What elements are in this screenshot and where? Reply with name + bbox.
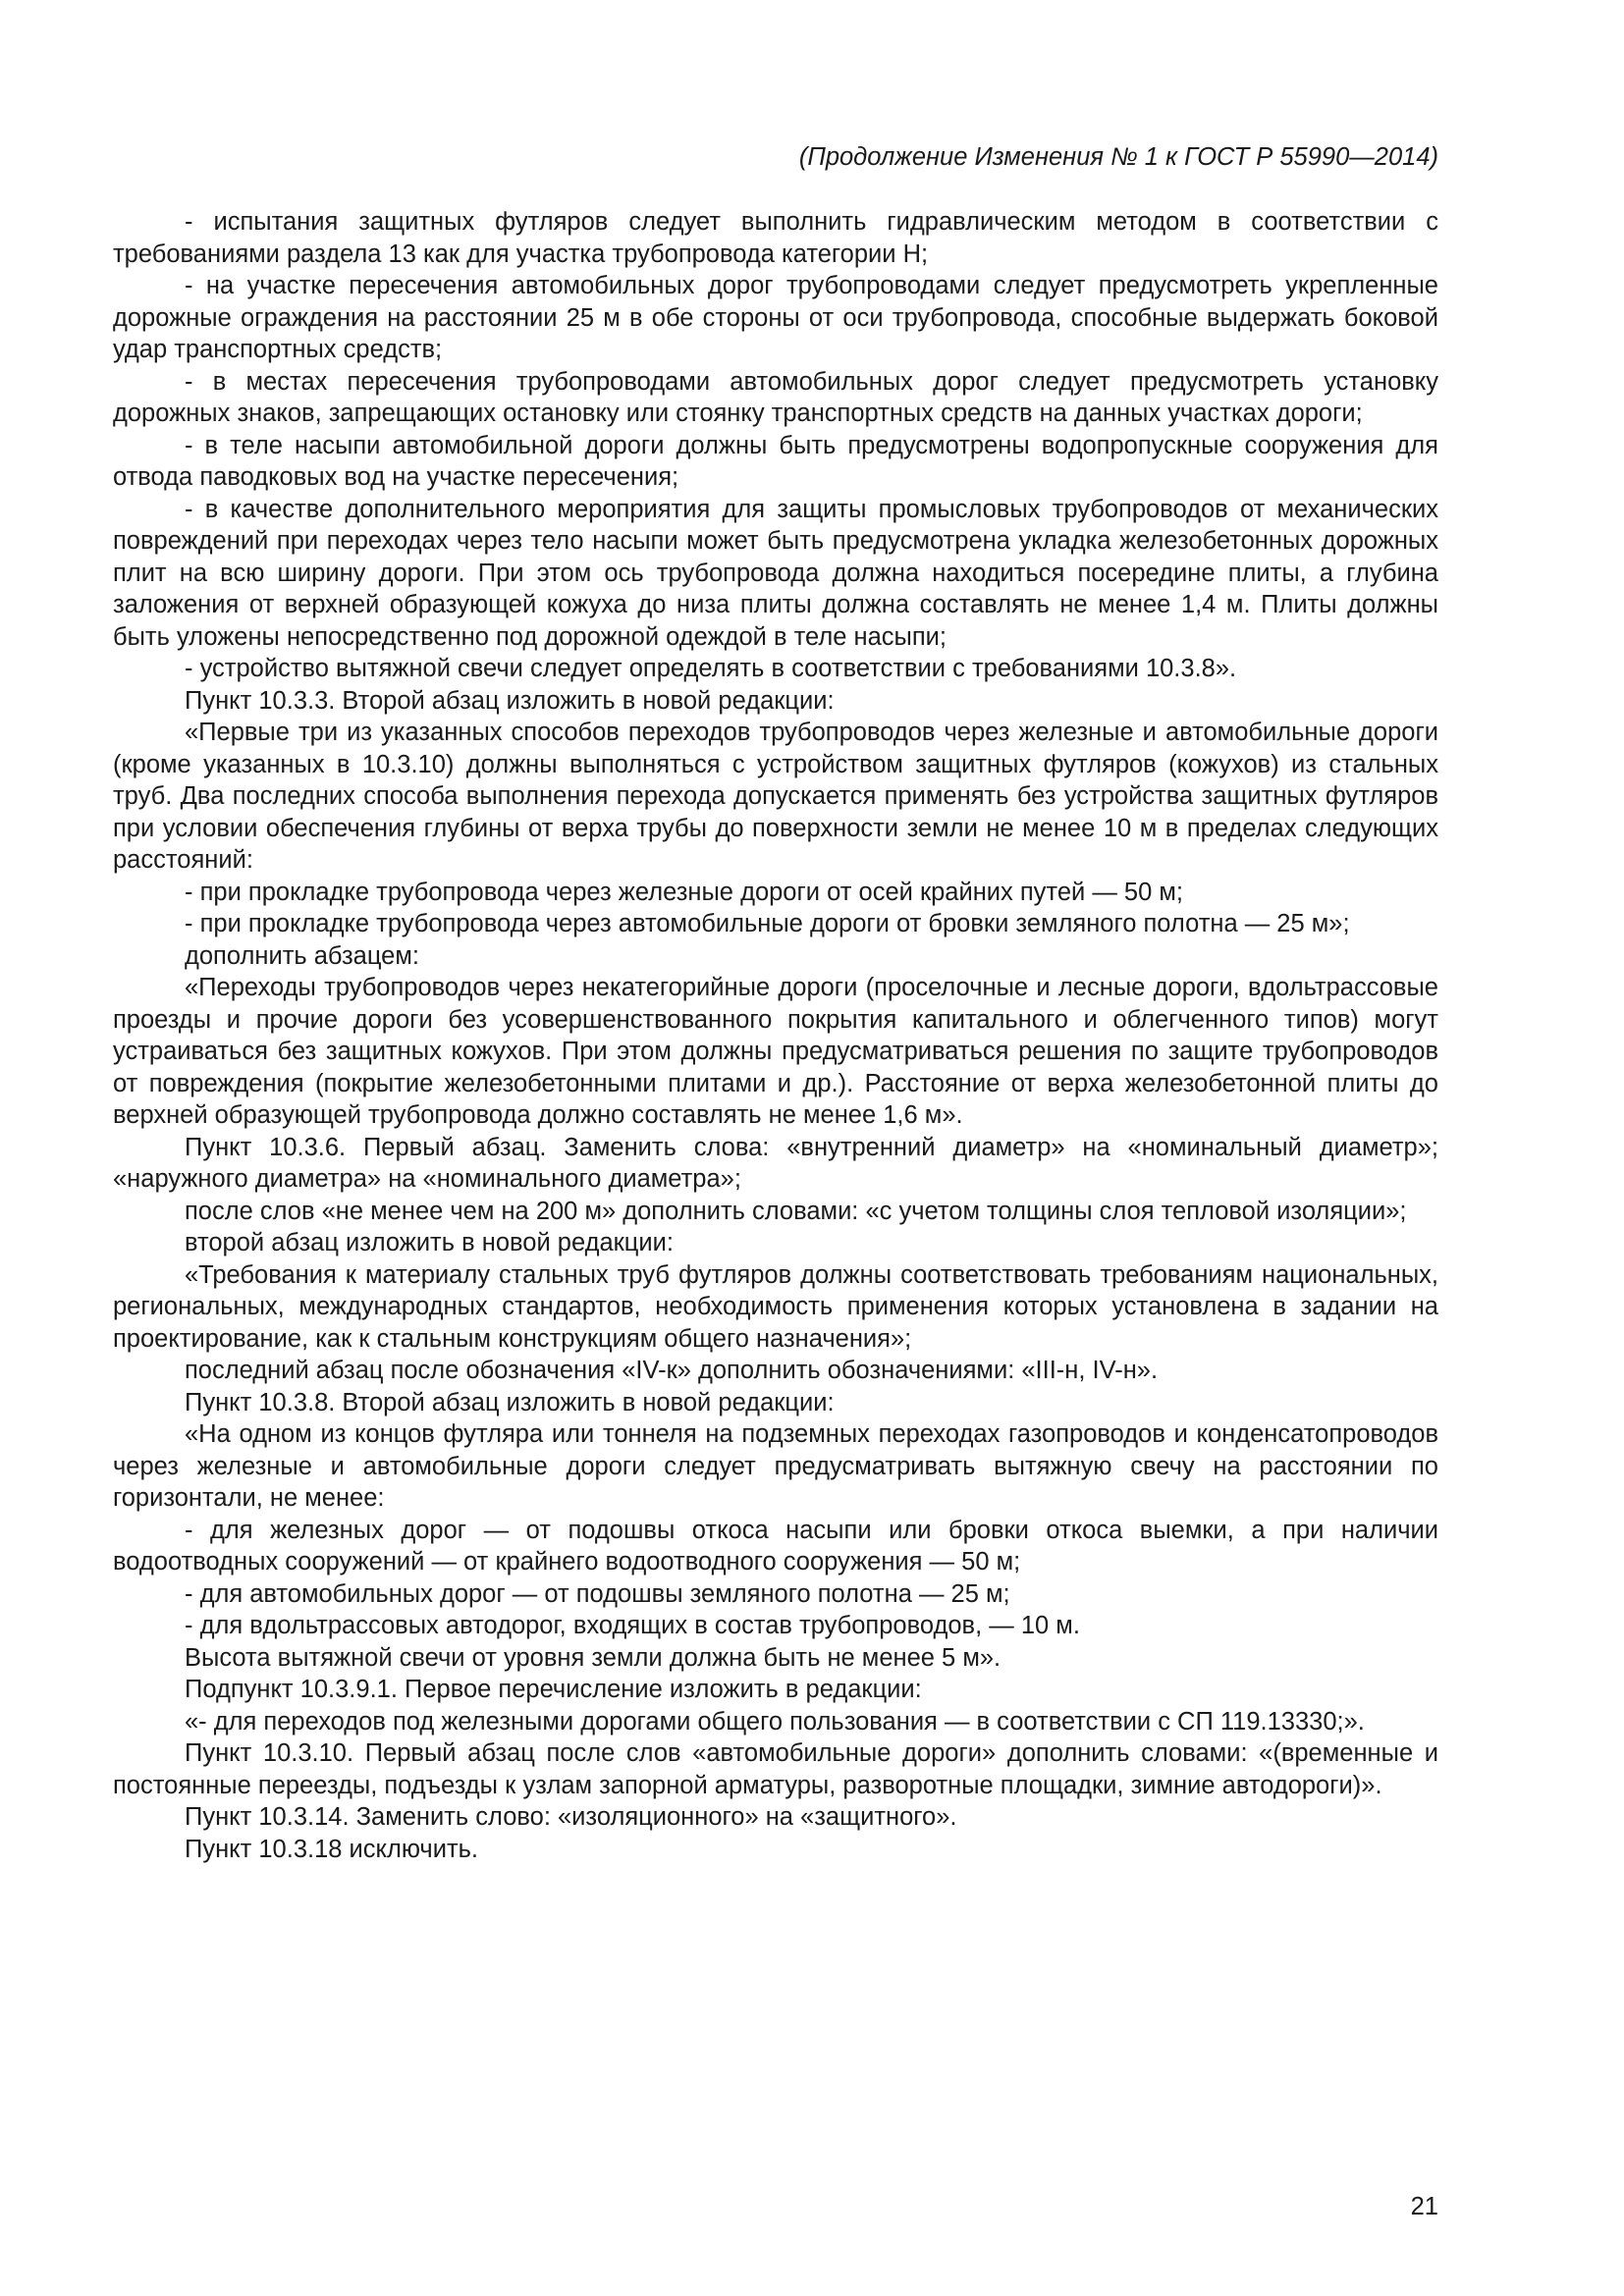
paragraph: - для автомобильных дорог — от подошвы земляного полотна — 25 м; xyxy=(185,1579,1010,1608)
paragraph: Пункт 10.3.6. Первый абзац. Заменить слова: «внутренний диаметр» на «номинальный диаметр»; «наружного диаметра» на «номинального диаметра»; xyxy=(113,1133,1438,1193)
paragraph: - в местах пересечения трубопроводами автомобильных дорог следует предусмотреть установку дорожных знаков, запрещающих остановку или стоянку транспортных средств на данных участках дороги; xyxy=(113,367,1438,427)
paragraph: Пункт 10.3.14. Заменить слово: «изоляционного» на «защитного». xyxy=(185,1803,957,1831)
paragraph: Подпункт 10.3.9.1. Первое перечисление изложить в редакции: xyxy=(185,1676,922,1703)
paragraph: - на участке пересечения автомобильных дорог трубопроводами следует предусмотреть укрепленные дорожные ограждения на расстоянии 25 м в обе стороны от оси трубопровода, способные выдержать боковой удар транспортных средств; xyxy=(113,272,1438,363)
paragraph: - для вдольтрассовых автодорог, входящих в состав трубопроводов, — 10 м. xyxy=(185,1612,1080,1639)
paragraph: «Требования к материалу стальных труб футляров должны соответствовать требованиям национальных, региональных, международных стандартов, необходимость применения которых установлена в задании на проектирование, как к стальным конструкциям общего назначения»; xyxy=(113,1260,1438,1353)
paragraph: последний абзац после обозначения «IV-к» дополнить обозначениями: «III-н, IV-н». xyxy=(185,1357,1159,1384)
paragraph: - при прокладке трубопровода через автомобильные дороги от бровки земляного полотна — 25 м»; xyxy=(185,910,1350,937)
paragraph: - при прокладке трубопровода через железные дороги от осей крайних путей — 50 м; xyxy=(185,878,1183,906)
paragraph: дополнить абзацем: xyxy=(185,941,419,970)
paragraph: «На одном из концов футляра или тоннеля на подземных переходах газопроводов и конденсатопроводов через железные и автомобильные дороги следует предусматривать вытяжную свечу на расстоянии по горизонтали, не менее: xyxy=(113,1420,1438,1512)
paragraph: Пункт 10.3.10. Первый абзац после слов «автомобильные дороги» дополнить словами: «(временные и постоянные переезды, подъезды к узлам запорной арматуры, разворотные площадки, зимние автодороги)». xyxy=(113,1739,1438,1799)
body-text xyxy=(113,206,1438,1865)
paragraph: «Первые три из указанных способов переходов трубопроводов через железные и автомобильные дороги (кроме указанных в 10.3.10) должны выполняться с устройством защитных футляров (кожухов) из стальных труб. Два последних способа выполнения перехода допускается применять без устройства защитных футляров при условии обеспечения глубины от верха трубы до поверхности земли не менее 10 м в пределах следующих расстояний: xyxy=(113,719,1438,874)
paragraph: Пункт 10.3.8. Второй абзац изложить в новой редакции: xyxy=(185,1388,835,1416)
paragraph: Пункт 10.3.18 исключить. xyxy=(185,1835,478,1863)
paragraph: «- для переходов под железными дорогами общего пользования — в соответствии с СП 119.13330;». xyxy=(185,1707,1365,1735)
running-header: (Продолжение Изменения № 1 к ГОСТ Р 55990—2014) xyxy=(798,143,1438,171)
paragraph: - устройство вытяжной свечи следует определять в соответствии с требованиями 10.3.8». xyxy=(185,655,1237,682)
paragraph: Высота вытяжной свечи от уровня земли должна быть не менее 5 м». xyxy=(185,1643,1001,1672)
paragraph: второй абзац изложить в новой редакции: xyxy=(185,1229,674,1256)
paragraph: - испытания защитных футляров следует выполнить гидравлическим методом в соответствии с требованиями раздела 13 как для участка трубопровода категории Н; xyxy=(113,208,1438,268)
paragraph: - в качестве дополнительного мероприятия для защиты промысловых трубопроводов от механических повреждений при переходах через тело насыпи может быть предусмотрена укладка железобетонных дорожных плит на всю ширину дороги. При этом ось трубопровода должна находиться посередине плиты, а глубина заложения от верхней образующей кожуха до низа плиты должна составлять не менее 1,4 м. Плиты должны быть уложены непосредственно под дорожной одеждой в теле насыпи; xyxy=(113,495,1438,651)
paragraph: - для железных дорог — от подошвы откоса насыпи или бровки откоса выемки, а при наличии водоотводных сооружений — от крайнего водоотводного сооружения — 50 м; xyxy=(113,1516,1438,1575)
page-number: 21 xyxy=(1410,2193,1438,2220)
paragraph: Пункт 10.3.3. Второй абзац изложить в новой редакции: xyxy=(185,686,835,715)
paragraph: после слов «не менее чем на 200 м» дополнить словами: «с учетом толщины слоя тепловой изоляции»; xyxy=(185,1197,1407,1225)
paragraph: «Переходы трубопроводов через некатегорийные дороги (проселочные и лесные дороги, вдольтрассовые проезды и прочие дороги без усовершенствованного покрытия капитального и облегченного типов) могут устраиваться без защитных кожухов. При этом должны предусматриваться решения по защите трубопроводов от повреждения (покрытие железобетонными плитами и др.). Расстояние от верха железобетонной плиты до верхней образующей трубопровода должно составлять не менее 1,6 м». xyxy=(113,974,1438,1129)
paragraph: - в теле насыпи автомобильной дороги должны быть предусмотрены водопропускные сооружения для отвода паводковых вод на участке пересечения; xyxy=(113,431,1438,491)
